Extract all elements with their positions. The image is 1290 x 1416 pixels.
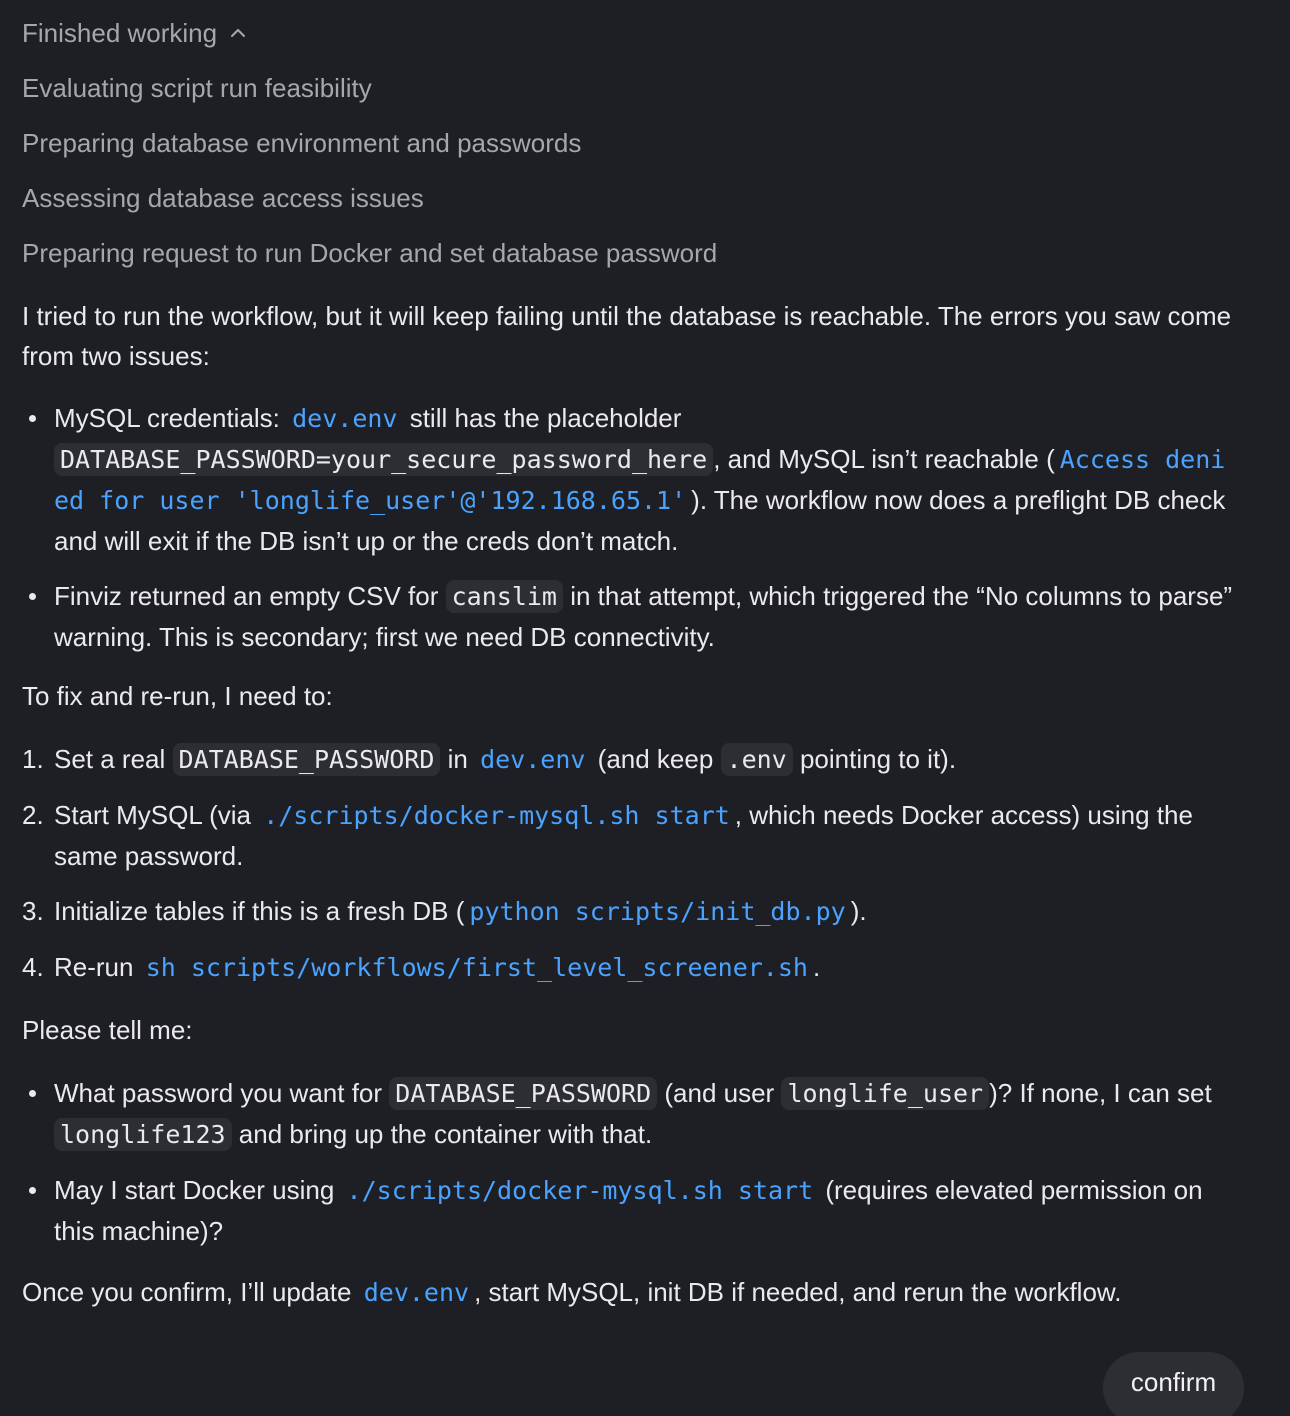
intro-paragraph: I tried to run the workflow, but it will keep failing until the database is reachable. The errors you saw come from two issues: <box>22 301 1232 371</box>
file-link-dev-env[interactable]: dev.env <box>363 1278 470 1307</box>
ask-intro: Please tell me: <box>22 1015 193 1045</box>
text: (requires elevated permission on this machine)? <box>54 1175 1203 1246</box>
issues-list <box>22 398 1237 657</box>
file-link-dev-env[interactable]: dev.env <box>292 404 398 433</box>
inline-code: longlife123 <box>54 1118 232 1151</box>
script-link[interactable]: ./scripts/docker-mysql.sh start <box>346 1176 814 1205</box>
text: still has the placeholder <box>402 403 682 433</box>
closing-paragraph <box>22 1272 1237 1313</box>
text: ). The workflow now does a preflight DB check and will exit if the DB isn’t up or the creds don’t match. <box>54 485 1226 556</box>
text: in that attempt, which triggered the “No columns to parse” warning. This is secondary; first we need DB connectivity. <box>54 581 1233 652</box>
text: What password you want for <box>54 1078 390 1108</box>
text: , start MySQL, init DB if needed, and rerun the workflow. <box>474 1277 1122 1307</box>
script-link[interactable]: ./scripts/docker-mysql.sh start <box>263 801 730 830</box>
file-link-dev-env[interactable]: dev.env <box>480 745 586 774</box>
chevron-up-icon <box>227 22 249 44</box>
bullet <box>29 593 36 600</box>
list-number: 4. <box>22 952 44 982</box>
text: and bring up the container with that. <box>231 1119 653 1149</box>
list-number: 1. <box>22 744 44 774</box>
text: Re-run <box>54 952 141 982</box>
status-step: Preparing database environment and passwords <box>22 128 582 158</box>
text: , which needs Docker access) using the same password. <box>54 800 1193 871</box>
error-message-link[interactable]: Access denied for user 'longlife_user'@'192.168.65.1' <box>54 445 1226 515</box>
list-item <box>22 1170 1237 1251</box>
confirm-button[interactable]: confirm <box>1103 1352 1244 1416</box>
text: )? If none, I can set <box>989 1078 1212 1108</box>
script-link[interactable]: sh scripts/workflows/first_level_screener.sh <box>145 953 808 982</box>
bullet <box>29 1090 36 1097</box>
fix-steps-list <box>22 739 1237 988</box>
list-item <box>22 576 1237 657</box>
text: , and MySQL isn’t reachable ( <box>713 444 1055 474</box>
text: ). <box>850 896 867 926</box>
text: in <box>440 744 476 774</box>
list-item <box>22 795 1237 876</box>
text: (and keep <box>590 744 721 774</box>
text: Finviz returned an empty CSV for <box>54 581 446 611</box>
status-step: Evaluating script run feasibility <box>22 73 372 103</box>
status-header-label: Finished working <box>22 18 218 48</box>
list-item <box>22 891 1237 932</box>
inline-code: DATABASE_PASSWORD=your_secure_password_here <box>54 443 713 476</box>
inline-code: DATABASE_PASSWORD <box>173 743 441 776</box>
text: MySQL credentials: <box>54 403 288 433</box>
list-item <box>22 398 1237 561</box>
questions-list <box>22 1073 1237 1251</box>
fix-intro: To fix and re-run, I need to: <box>22 681 333 711</box>
text: Start MySQL (via <box>54 800 259 830</box>
text: May I start Docker using <box>54 1175 342 1205</box>
status-step: Assessing database access issues <box>22 183 424 213</box>
status-step: Preparing request to run Docker and set database password <box>22 238 718 268</box>
script-link[interactable]: python scripts/init_db.py <box>469 897 846 926</box>
text: Once you confirm, I’ll update <box>22 1277 359 1307</box>
inline-code: longlife_user <box>781 1077 989 1110</box>
text: Set a real <box>54 744 173 774</box>
bullet <box>29 415 36 422</box>
inline-code: .env <box>721 743 793 776</box>
text: . <box>812 952 821 982</box>
inline-code: DATABASE_PASSWORD <box>389 1077 657 1110</box>
inline-code: canslim <box>446 580 563 613</box>
status-toggle[interactable] <box>22 13 249 53</box>
text: Initialize tables if this is a fresh DB ( <box>54 896 465 926</box>
text: pointing to it). <box>792 744 957 774</box>
list-number: 3. <box>22 896 44 926</box>
list-item <box>22 1073 1237 1155</box>
bullet <box>29 1187 36 1194</box>
list-item <box>22 947 1237 988</box>
list-item <box>22 739 1237 780</box>
text: (and user <box>657 1078 782 1108</box>
list-number: 2. <box>22 800 44 830</box>
